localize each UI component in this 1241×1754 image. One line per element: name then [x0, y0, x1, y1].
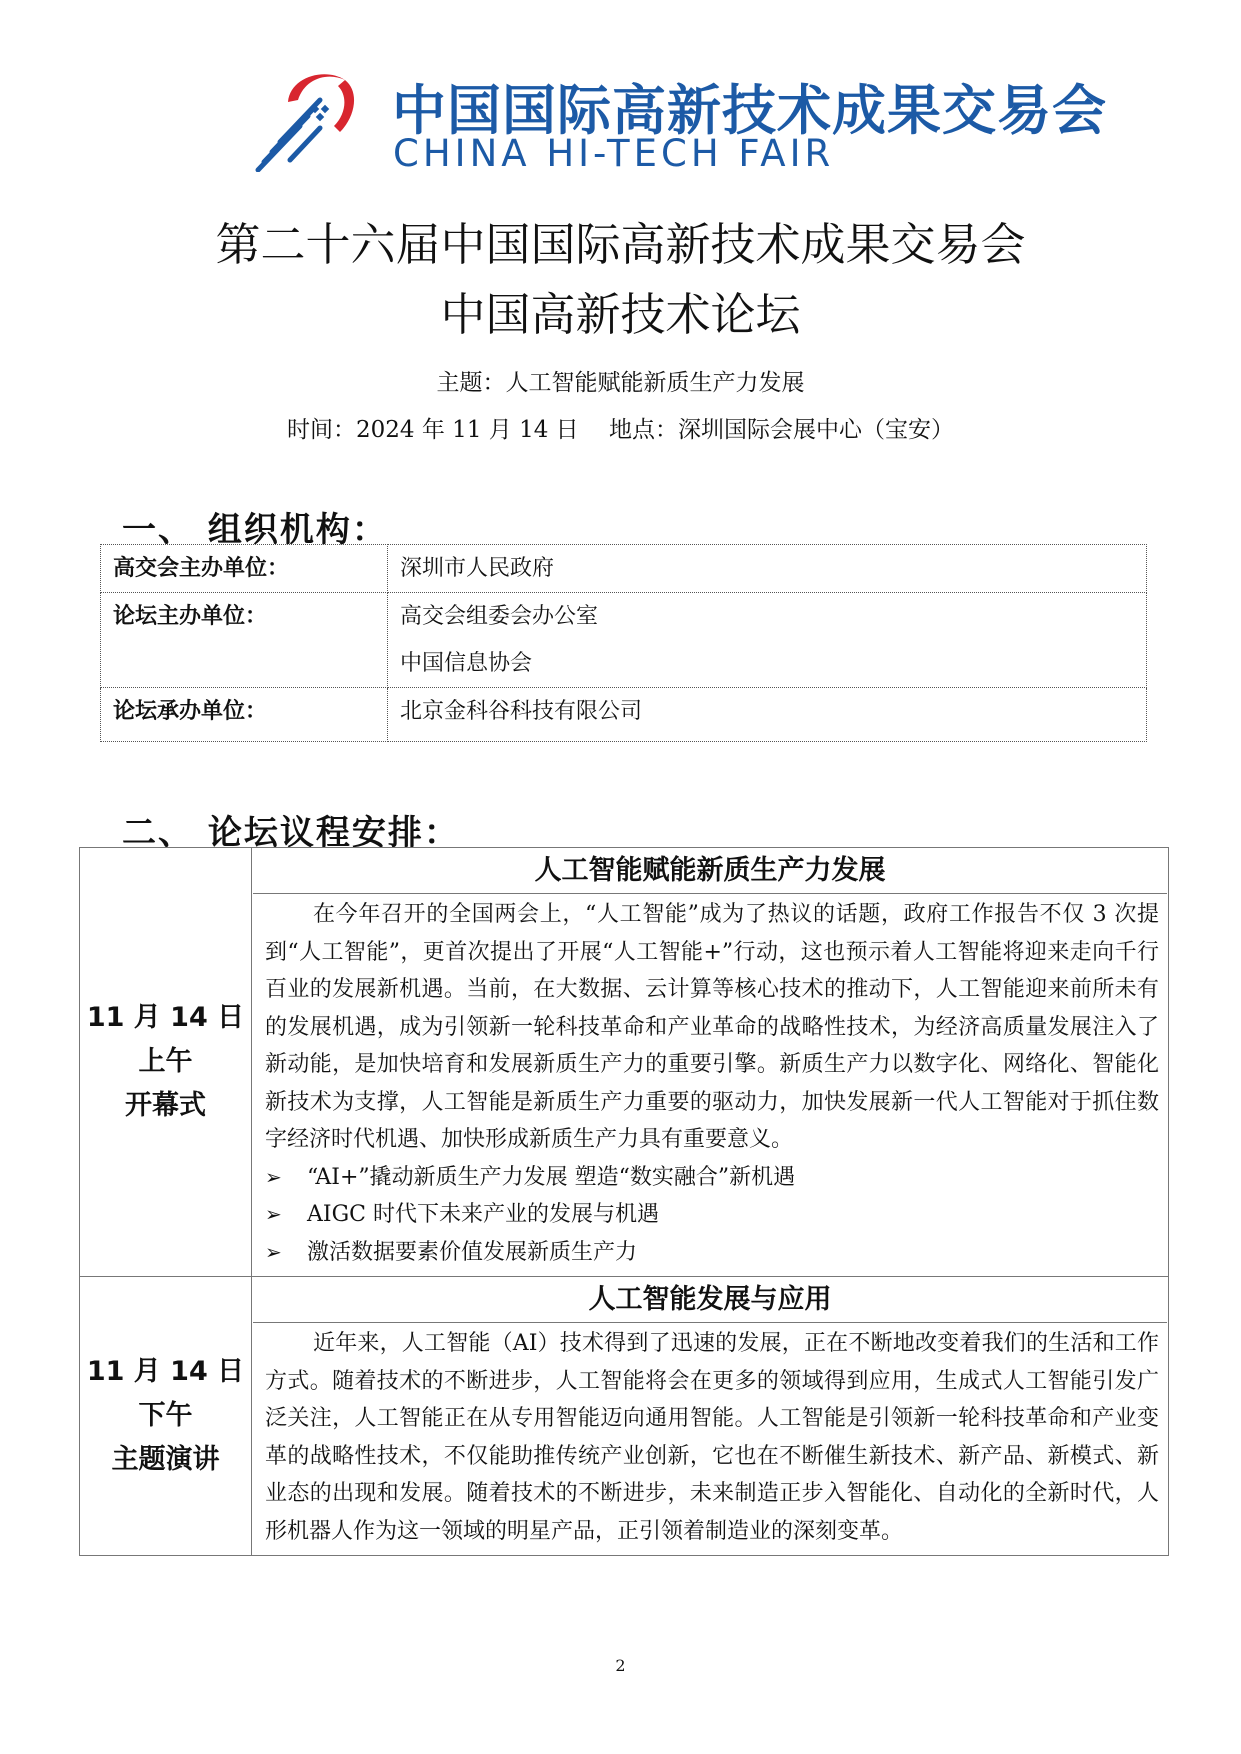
document-subtitle: 中国高新技术论坛: [440, 288, 801, 341]
time-place-line: 时间：2024 年 11 月 14 日 地点：深圳国际会展中心（宝安）: [287, 417, 954, 443]
session-time: [80, 848, 252, 1277]
org-value: [388, 593, 1147, 688]
theme-line: 主题：人工智能赋能新质生产力发展: [436, 370, 805, 396]
session-description: 在今年召开的全国两会上，“人工智能”成为了热议的话题，政府工作报告不仅 3 次提到“人工智能”，更首次提出了开展“人工智能+”行动，这也预示着人工智能将迎来走向千行百业的发展新机遇。当前，在大数据、云计算等核心技术的推动下，人工智能迎来前所未有的发展机遇，成为引领新一轮科技革命和产业革命的战略性技术，为经济高质量发展注入了新动能，是加快培育和发展新质生产力的重要引擎。新质生产力以数字化、网络化、智能化新技术为支撑，人工智能是新质生产力重要的驱动力，加快发展新一代人工智能对于抓住数字经济时代机遇、加快形成新质生产力具有重要意义。: [265, 902, 1159, 1152]
org-key: 论坛主办单位：: [101, 593, 388, 688]
page-number: 2: [615, 1656, 626, 1675]
session-title: 人工智能赋能新质生产力发展: [253, 849, 1167, 894]
session-period: 下午: [138, 1400, 193, 1431]
org-value-line: 深圳市人民政府: [400, 556, 555, 581]
topic-text: “AI+”撬动新质生产力发展 塑造“数实融合”新机遇: [307, 1164, 796, 1190]
session-description: 近年来，人工智能（AI）技术得到了迅速的发展，正在不断地改变着我们的生活和工作方式。随着技术的不断进步，人工智能将会在更多的领域得到应用，生成式人工智能引发广泛关注，人工智能正在从专用智能迈向通用智能。人工智能是引领新一轮科技革命和产业变革的战略性技术，不仅能助推传统产业创新，它也在不断催生新技术、新产品、新模式、新业态的出现和发展。随着技术的不断进步，未来制造正步入智能化、自动化的全新时代，人形机器人作为这一领域的明星产品，正引领着制造业的深刻变革。: [265, 1331, 1159, 1544]
table-row: [101, 593, 1147, 688]
org-value: [388, 688, 1147, 742]
fair-emblem-icon: [250, 62, 365, 172]
table-row: [101, 688, 1147, 742]
org-heading: 一、 组织机构：: [122, 510, 388, 550]
session-title: 人工智能发展与应用: [253, 1278, 1167, 1323]
session-date: 11 月 14 日: [86, 1002, 245, 1033]
org-table: [100, 544, 1147, 742]
session-period: 上午: [138, 1046, 193, 1077]
logo-english-name: CHINA HI-TECH FAIR: [393, 132, 835, 175]
arrow-bullet-icon: ➢: [265, 1239, 282, 1264]
org-value-line: 北京金科谷科技有限公司: [400, 699, 643, 724]
logo-chinese-name: 中国国际高新技术成果交易会: [392, 79, 1107, 142]
list-item: [265, 1159, 1159, 1197]
session-content: [252, 848, 1169, 1277]
session-date: 11 月 14 日: [86, 1356, 245, 1387]
arrow-bullet-icon: ➢: [265, 1202, 282, 1226]
org-value-line: 中国信息协会: [400, 651, 533, 676]
topic-text: 激活数据要素价值发展新质生产力: [307, 1239, 638, 1265]
org-key: 高交会主办单位：: [101, 545, 388, 593]
session-time: [80, 1277, 252, 1556]
topic-list: [253, 1159, 1167, 1276]
list-item: [265, 1234, 1159, 1272]
agenda-row: [80, 1277, 1169, 1556]
session-content: [252, 1277, 1169, 1556]
topic-text: AIGC 时代下未来产业的发展与机遇: [307, 1202, 659, 1227]
org-key: 论坛承办单位：: [101, 688, 388, 742]
org-value: [388, 545, 1147, 593]
fair-logo: [250, 62, 1107, 175]
agenda-row: [80, 848, 1169, 1277]
session-type: 开幕式: [125, 1090, 206, 1121]
org-value-line: 高交会组委会办公室: [400, 604, 599, 629]
table-row: [101, 545, 1147, 593]
session-type: 主题演讲: [111, 1444, 220, 1475]
arrow-bullet-icon: ➢: [265, 1164, 282, 1189]
list-item: [265, 1196, 1159, 1234]
document-title: 第二十六届中国国际高新技术成果交易会: [215, 218, 1026, 271]
agenda-heading: 二、 论坛议程安排：: [122, 813, 460, 853]
agenda-table: [79, 847, 1169, 1556]
